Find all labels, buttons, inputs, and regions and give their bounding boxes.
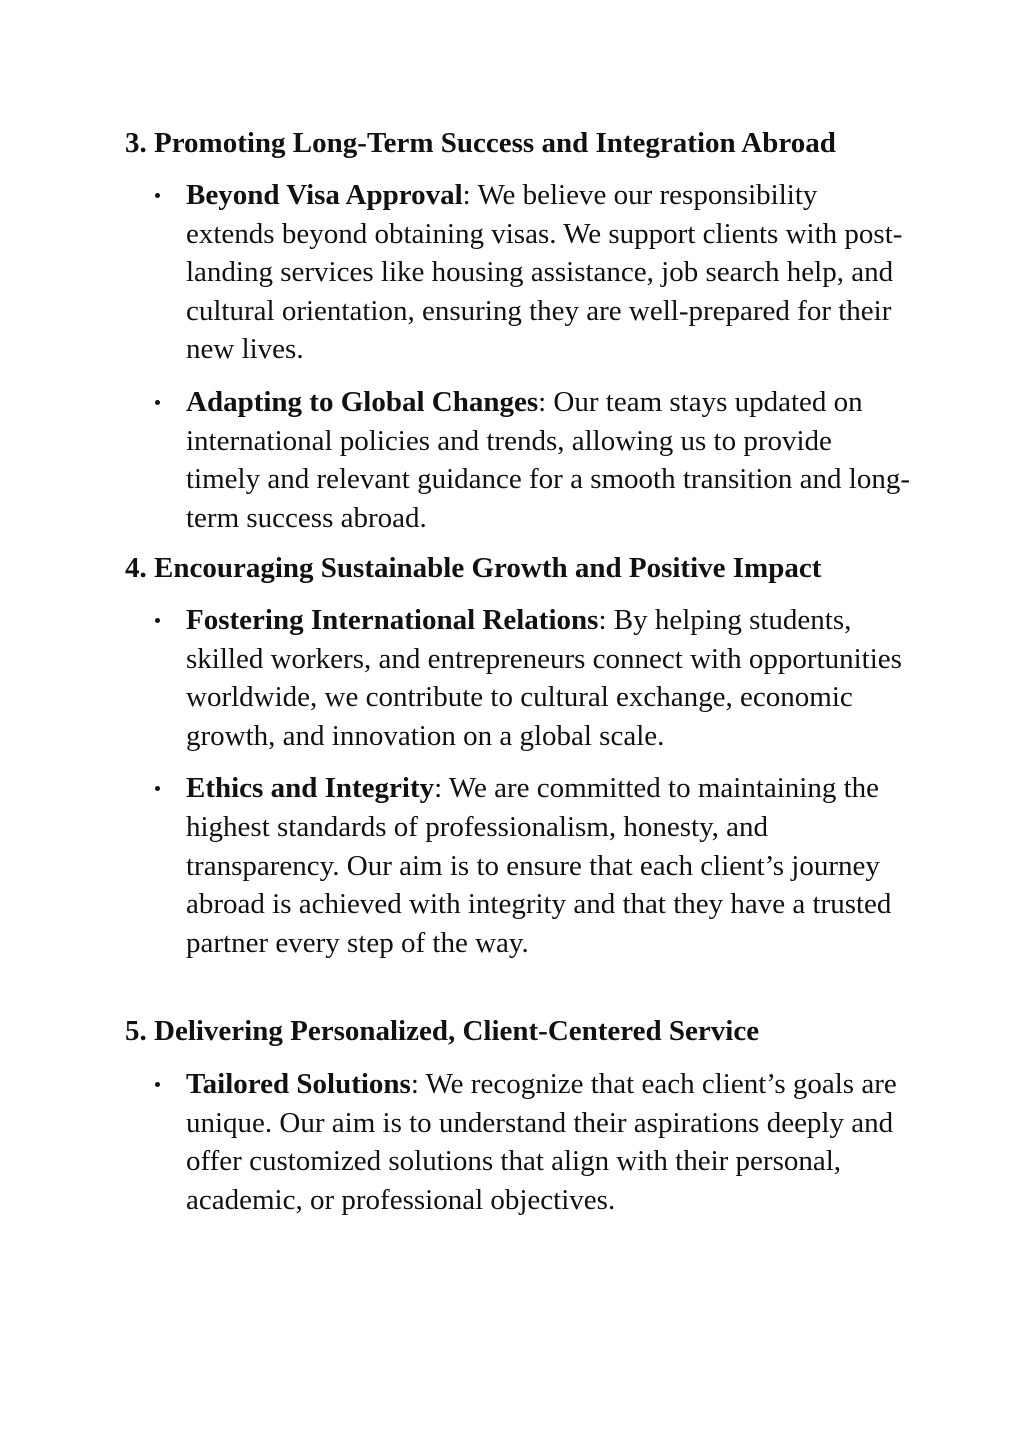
bullet-icon: [155, 786, 160, 791]
bullet-list: [186, 176, 911, 551]
list-item: [186, 769, 911, 962]
bullet-text: : We believe our responsibility extends beyond obtaining visas. We support clients with post-landing services like housing assistance, job search help, and cultural orientation, ensuring they are well-prepared for their new lives.: [186, 179, 903, 366]
bullet-icon: [155, 618, 160, 623]
bullet-term: Adapting to Global Changes: [186, 385, 539, 418]
bullet-icon: [155, 193, 160, 198]
bullet-list: [186, 601, 911, 976]
bullet-term: Fostering International Relations: [186, 604, 599, 636]
bullet-text: : Our team stays updated on international policies and trends, allowing us to provide timely and relevant guidance for a smooth transition and long-term success abroad.: [186, 385, 910, 534]
bullet-icon: [155, 1082, 160, 1087]
bullet-term: Ethics and Integrity: [186, 772, 435, 805]
list-item: [186, 176, 911, 369]
bullet-text: : We are committed to maintaining the highest standards of professionalism, honesty, and transparency. Our aim is to ensure that each client’s journey abroad is achieved with integrity and that they have a trusted partner every step of the way.: [186, 772, 892, 959]
list-item: [186, 1065, 911, 1219]
list-item: [186, 601, 911, 755]
bullet-text: : By helping students, skilled workers, and entrepreneurs connect with opportunities worldwide, we contribute to cultural exchange, economic growth, and innovation on a global scale.: [186, 604, 902, 752]
section-heading: 5. Delivering Personalized, Client-Centered Service: [125, 1015, 760, 1047]
bullet-term: Beyond Visa Approval: [186, 179, 463, 211]
bullet-text: : We recognize that each client’s goals are unique. Our aim is to understand their aspirations deeply and offer customized solutions that align with their personal, academic, or professional objectives.: [186, 1068, 897, 1216]
bullet-term: Tailored Solutions: [186, 1068, 411, 1100]
bullet-list: [186, 1065, 911, 1233]
section-heading: 3. Promoting Long-Term Success and Integration Abroad: [125, 127, 836, 159]
bullet-icon: [155, 400, 160, 405]
section-heading: 4. Encouraging Sustainable Growth and Positive Impact: [125, 552, 822, 584]
list-item: [186, 383, 911, 537]
